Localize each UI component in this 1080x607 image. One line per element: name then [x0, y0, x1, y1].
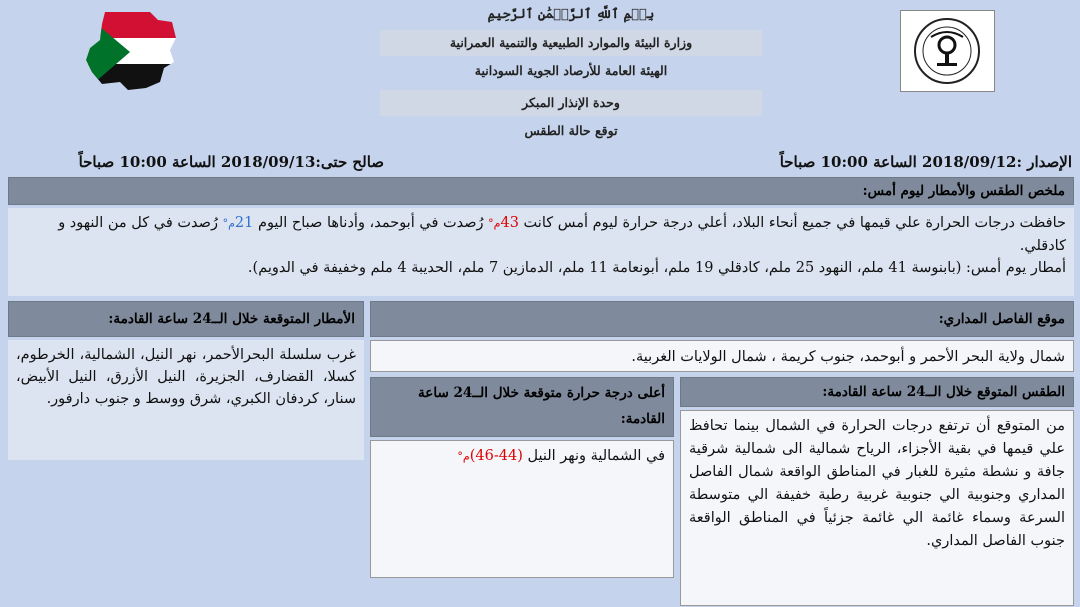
valid-until-date: صالح حتى:2018/09/13 الساعة 10:00 صباحاً — [78, 153, 384, 171]
ministry-name: وزارة البيئة والموارد الطبيعية والتنمية العمرانية — [380, 30, 762, 56]
temp-text-2: رُصدت في أبوحمد، وأدناها صباح اليوم — [257, 215, 484, 231]
max-temp-forecast-range: (44-46) — [469, 448, 523, 464]
weather-forecast-body: من المتوقع أن ترتفع درجات الحرارة في الشمال بينما تحافظ علي قيمها في بقية الأجزاء، الرياح شمالية الى شمالية شرقية جافة و نشطة مثيرة للغبار في المناطق الواقعة شمال الفاصل المداري وجنوبية الي جنوبية غربية رطبة خفيفة الي متوسطة السرعة وسماء غائمة الي غائمة جزئياً في المناطق الواقعة جنوب الفاصل المداري. — [680, 410, 1074, 606]
issue-date: الإصدار :2018/09/12 الساعة 10:00 صباحاً — [779, 153, 1072, 171]
summary-title: ملخص الطقس والأمطار ليوم أمس: — [8, 177, 1074, 205]
min-temp-value: 21 — [234, 215, 254, 231]
rain-yesterday-text: أمطار يوم أمس: (بابنوسة 41 ملم، النهود 25 ملم، كادقلي 19 ملم، أبونعامة 11 ملم، الدمازين 7 ملم، الحديبة 4 ملم وخفيفة في الدويم). — [247, 260, 1066, 276]
max-temp-forecast-text: في الشمالية ونهر النيل — [527, 448, 665, 464]
summary-body — [8, 208, 1074, 296]
itcz-title: موقع الفاصل المداري: — [370, 301, 1074, 337]
temp-text-1: حافظت درجات الحرارة علي قيمها في جميع أنحاء البلاد، أعلي درجة حرارة ليوم أمس كانت — [523, 215, 1066, 231]
temp-text-3: رُصدت في كل من النهود و كادقلي. — [58, 215, 1066, 254]
authority-name: الهيئة العامة للأرصاد الجوية السودانية — [474, 63, 668, 78]
unit-name: وحدة الإنذار المبكر — [380, 90, 762, 116]
document-title: توقع حالة الطقس — [524, 123, 618, 138]
max-temp-forecast-unit: م° — [457, 450, 470, 463]
max-temp-forecast-body — [370, 440, 674, 578]
met-authority-logo — [900, 10, 995, 92]
sudan-flag-map-logo — [80, 10, 180, 95]
rain-forecast-body: غرب سلسلة البحرالأحمر، نهر النيل، الشمالية، الخرطوم، كسلا، القضارف، الجزيرة، النيل الأزرق، النيل الأبيض، سنار، كردفان الكبري، شرق ووسط و جنوب دارفور. — [8, 340, 364, 460]
itcz-body: شمال ولاية البحر الأحمر و أبوحمد، جنوب كريمة ، شمال الولايات الغربية. — [370, 340, 1074, 372]
rain-forecast-title: الأمطار المتوقعة خلال الــ24 ساعة القادمة: — [8, 301, 364, 337]
min-temp-unit: م° — [222, 217, 235, 230]
basmala: بِسۡمِ ٱللَّهِ ٱلرَّحۡمَٰنِ ٱلرَّحِيمِ — [487, 7, 655, 22]
weather-forecast-title: الطقس المتوقع خلال الــ24 ساعة القادمة: — [680, 377, 1074, 407]
max-temp-value: 43 — [500, 215, 519, 231]
max-temp-unit: م° — [488, 217, 501, 230]
max-temp-forecast-title: أعلى درجة حرارة متوقعة خلال الــ24 ساعة القادمة: — [370, 377, 674, 437]
